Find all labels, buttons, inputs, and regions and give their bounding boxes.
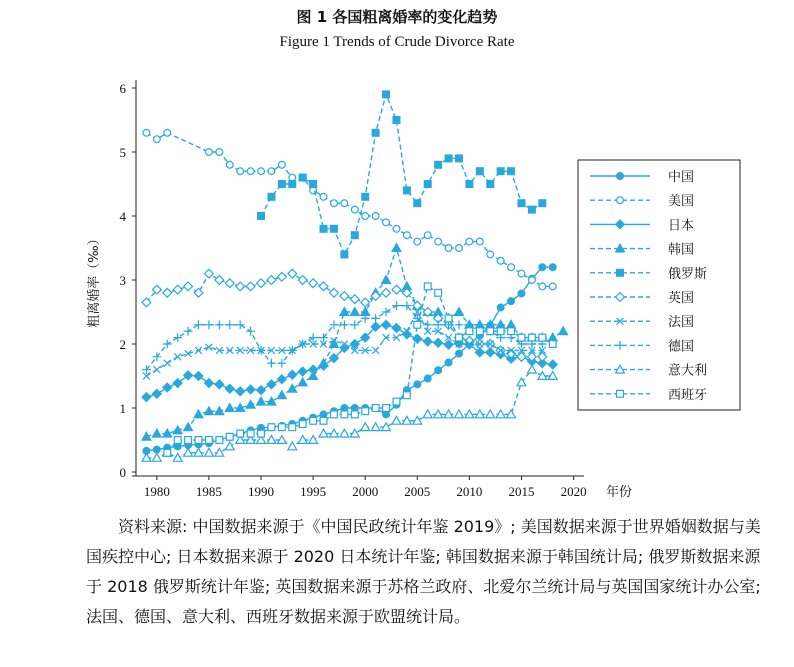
legend-marker [617,269,624,276]
data-point [497,257,504,264]
data-point [341,200,348,207]
data-point [455,308,464,316]
data-point [206,149,213,156]
data-point [267,359,276,368]
data-point [372,213,379,220]
data-point [456,350,463,357]
data-point [341,405,348,412]
data-point [528,365,537,373]
data-point [392,301,401,310]
data-point [518,334,525,341]
data-point [236,320,245,329]
data-point [268,168,275,175]
series-1 [143,129,556,289]
y-tick-label: 1 [119,401,126,416]
data-point [153,366,160,373]
data-point [205,269,214,278]
data-point [173,285,182,294]
legend-marker [617,173,624,180]
data-point [277,375,286,384]
data-point [382,308,391,317]
series-2 [142,320,557,401]
data-point [445,359,452,366]
data-point [206,437,213,444]
legend-marker [617,197,624,204]
series-line [167,286,552,452]
y-tick-label: 3 [119,273,126,288]
data-point [237,430,244,437]
data-point [278,181,285,188]
x-tick-label: 2005 [404,484,431,499]
data-point [153,446,160,453]
data-point [559,327,568,335]
data-point [382,288,391,297]
data-point [549,283,556,290]
data-point [539,334,546,341]
data-point [424,181,431,188]
data-point [351,405,358,412]
data-point [435,161,442,168]
data-point [153,136,160,143]
data-point [320,225,327,232]
data-point [215,320,224,329]
y-tick-label: 4 [119,209,126,224]
data-point [362,193,369,200]
data-point [205,379,214,388]
data-point [236,282,245,291]
data-point [340,320,349,329]
data-point [435,238,442,245]
data-point [237,168,244,175]
legend-label: 英国 [668,291,695,306]
data-point [414,200,421,207]
data-point [226,161,233,168]
data-point [205,448,214,456]
data-point [487,328,494,335]
data-point [539,283,546,290]
data-point [331,225,338,232]
data-point [539,200,546,207]
data-point [277,272,286,281]
data-point [403,392,410,399]
data-point [309,436,318,444]
data-point [309,279,318,288]
legend-box [578,160,740,410]
data-point [466,328,473,335]
data-point [476,168,483,175]
legend-label: 西班牙 [668,387,708,403]
data-point [174,437,181,444]
data-point [289,181,296,188]
y-tick-label: 2 [119,337,126,352]
data-point [362,408,369,415]
data-point [184,282,193,291]
data-point [393,117,400,124]
data-point [289,174,296,181]
data-point [539,264,546,271]
series-line [146,267,552,451]
data-point [529,277,536,284]
x-tick-label: 1980 [143,484,170,499]
divorce-rate-chart [0,60,794,510]
data-point [508,328,515,335]
data-point [236,387,245,396]
data-point [164,360,171,367]
data-point [246,327,255,336]
data-point [340,292,349,301]
data-point [350,320,359,329]
series-6 [143,309,546,380]
data-point [257,397,266,405]
data-point [548,360,557,369]
data-point [163,288,172,297]
data-point [340,429,349,437]
data-point [434,338,443,347]
data-point [435,367,442,374]
data-point [152,429,161,437]
data-point [320,417,327,424]
series-0 [143,264,556,454]
x-tick-label: 2015 [508,484,535,499]
data-point [423,410,432,418]
data-point [174,353,181,360]
data-point [184,423,193,431]
data-point [392,416,401,424]
data-point [456,245,463,252]
data-point [268,424,275,431]
data-point [497,328,504,335]
data-point [456,334,463,341]
data-point [403,187,410,194]
y-axis-label: 粗离婚率（‰） [87,232,102,328]
data-point [226,433,233,440]
data-point [320,193,327,200]
data-point [518,270,525,277]
data-point [225,279,234,288]
legend-label: 德国 [668,339,695,355]
data-point [392,324,401,333]
data-point [164,449,171,456]
data-point [152,454,161,462]
data-point [351,232,358,239]
data-point [424,375,431,382]
data-point [424,283,431,290]
data-point [225,384,234,393]
data-point [268,193,275,200]
data-point [216,437,223,444]
data-point [288,370,297,379]
data-point [164,129,171,136]
data-point [258,213,265,220]
data-point [350,295,359,304]
data-point [341,411,348,418]
legend-label: 韩国 [668,242,695,258]
data-point [435,289,442,296]
data-point [298,378,307,386]
data-point [330,288,339,297]
data-point [215,276,224,285]
data-point [331,200,338,207]
y-tick-label: 0 [119,465,126,480]
data-point [247,168,254,175]
data-point [487,181,494,188]
data-point [508,168,515,175]
data-point [529,206,536,213]
data-point [393,225,400,232]
data-point [487,251,494,258]
data-point [445,245,452,252]
data-point [497,168,504,175]
data-point [414,381,421,388]
data-point [455,320,464,329]
data-point [246,282,255,291]
data-point [372,129,379,136]
x-tick-label: 1985 [195,484,222,499]
data-point [289,424,296,431]
data-point [392,244,401,252]
data-point [258,430,265,437]
data-point [194,320,203,329]
legend-label: 美国 [668,194,695,210]
data-point [278,424,285,431]
data-point [267,380,276,389]
x-tick-label: 2010 [456,484,483,499]
data-point [423,337,432,346]
data-point [508,264,515,271]
data-point [173,333,182,342]
data-point [143,129,150,136]
data-point [497,304,504,311]
data-point [185,437,192,444]
data-point [444,340,453,349]
data-point [194,410,203,418]
figure-title-cn: 图 1 各国粗离婚率的变化趋势 [296,8,498,26]
data-point [331,411,338,418]
x-tick-label: 1990 [248,484,275,499]
data-point [466,181,473,188]
data-point [142,393,151,402]
data-point [298,367,307,376]
legend-label: 日本 [668,218,695,234]
data-point [225,320,234,329]
data-point [393,398,400,405]
series-line [146,133,552,287]
data-point [152,390,161,399]
data-point [278,161,285,168]
data-point [288,384,297,392]
data-point [456,155,463,162]
source-note: 资料来源: 中国数据来源于《中国民政统计年鉴 2019》; 美国数据来源于世界婚姻数据与美国疾控中心; 日本数据来源于 2020 日本统计年鉴; 韩国数据来源于韩国统计局; 俄罗斯数据来源于 2018 俄罗斯统计年鉴; 英国数据来源于苏格兰政府、北爱尔兰统计局与英国国家统计办公室; 法国、德国、意大利、西班牙数据来源于欧盟统计局。 [86,517,761,626]
data-point [508,298,515,305]
data-point [195,437,202,444]
data-point [372,405,379,412]
data-point [257,386,266,395]
data-point [310,417,317,424]
data-point [299,421,306,428]
data-point [392,285,401,294]
legend-label: 俄罗斯 [668,266,708,282]
data-point [320,411,327,418]
data-point [424,232,431,239]
data-point [216,149,223,156]
data-point [215,380,224,389]
legend-label: 中国 [668,170,695,185]
x-tick-label: 2000 [352,484,379,499]
legend-label: 法国 [668,315,695,331]
data-point [258,168,265,175]
data-point [414,238,421,245]
data-point [382,276,391,284]
x-axis-label: 年份 [606,485,633,500]
data-point [257,279,266,288]
data-point [529,334,536,341]
data-point [518,290,525,297]
legend-marker [617,390,624,397]
data-point [267,276,276,285]
data-point [518,200,525,207]
data-point [383,91,390,98]
data-point [383,411,390,418]
data-point [383,405,390,412]
figure-title-en: Figure 1 Trends of Crude Divorce Rate [279,34,515,50]
x-tick-label: 1995 [300,484,327,499]
data-point [362,213,369,220]
data-point [288,269,297,278]
data-point [298,276,307,285]
y-tick-label: 6 [119,81,126,96]
data-point [299,174,306,181]
data-point [341,251,348,258]
data-point [184,327,193,336]
data-point [372,347,379,354]
data-point [205,320,214,329]
data-point [310,181,317,188]
data-point [549,264,556,271]
data-point [247,430,254,437]
data-point [466,238,473,245]
data-point [371,314,380,323]
data-point [445,315,452,322]
data-point [382,320,391,329]
data-point [413,334,422,343]
x-tick-label: 2020 [560,484,587,499]
data-point [163,383,172,392]
legend-label: 意大利 [668,363,708,379]
data-point [455,410,464,418]
data-point [476,328,483,335]
data-point [351,206,358,213]
data-point [194,288,203,297]
data-point [225,442,234,450]
data-point [246,385,255,394]
data-point [225,404,234,412]
y-tick-label: 5 [119,145,126,160]
data-point [549,341,556,348]
data-point [288,442,297,450]
data-point [173,454,182,462]
data-point [445,155,452,162]
data-point [414,321,421,328]
data-point [548,333,557,341]
data-point [319,282,328,291]
data-point [476,238,483,245]
data-point [383,219,390,226]
data-point [277,391,286,399]
data-point [194,372,203,381]
data-point [351,411,358,418]
data-point [403,232,410,239]
